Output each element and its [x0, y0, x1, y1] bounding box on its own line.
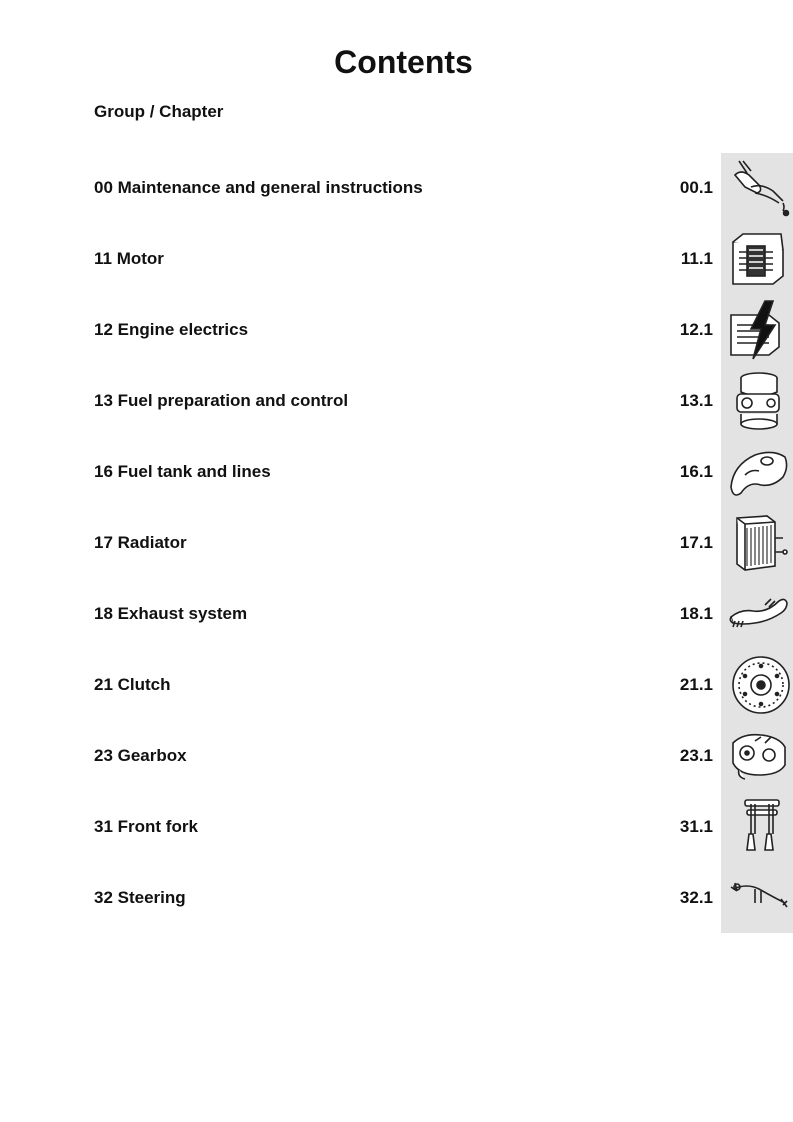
exhaust-icon: [725, 583, 791, 645]
chapter-page-number: 31.1: [679, 817, 713, 836]
table-of-contents: [0, 153, 793, 934]
engine-icon: [725, 228, 791, 290]
chapter-label: 23 Gearbox: [94, 746, 187, 765]
toc-row-13[interactable]: [0, 366, 793, 437]
radiator-icon: [725, 512, 791, 574]
chapter-page-number: 00.1: [679, 178, 713, 197]
throttle-body-icon: [725, 370, 791, 432]
toc-row-11[interactable]: [0, 224, 793, 295]
chapter-page-number: 17.1: [679, 533, 713, 552]
toc-row-32[interactable]: [0, 863, 793, 934]
toc-row-23[interactable]: [0, 721, 793, 792]
page-title: Contents: [334, 44, 473, 80]
chapter-page-number: 21.1: [679, 675, 713, 694]
chapter-page-number: 23.1: [679, 746, 713, 765]
toc-row-00[interactable]: [0, 153, 793, 224]
engine-electrics-icon: [725, 299, 791, 361]
toc-row-31[interactable]: [0, 792, 793, 863]
chapter-page-number: 18.1: [679, 604, 713, 623]
toc-row-21[interactable]: [0, 650, 793, 721]
chapter-label: 32 Steering: [94, 888, 186, 907]
chapter-page-number: 11.1: [680, 249, 713, 268]
chapter-label: 17 Radiator: [94, 533, 187, 552]
toc-row-18[interactable]: [0, 579, 793, 650]
chapter-page-number: 13.1: [679, 391, 713, 410]
front-fork-icon: [725, 796, 791, 858]
chapter-label: 31 Front fork: [94, 817, 198, 836]
chapter-page-number: 32.1: [679, 888, 713, 907]
chapter-label: 21 Clutch: [94, 675, 171, 694]
gearbox-icon: [725, 725, 791, 787]
toc-row-17[interactable]: [0, 508, 793, 579]
column-heading: Group / Chapter: [94, 102, 224, 121]
oil-can-icon: [725, 157, 791, 219]
fuel-tank-icon: [725, 441, 791, 503]
clutch-disc-icon: [725, 654, 791, 716]
toc-row-12[interactable]: [0, 295, 793, 366]
steering-icon: [725, 867, 791, 929]
chapter-label: 00 Maintenance and general instructions: [94, 178, 423, 197]
chapter-page-number: 12.1: [679, 320, 713, 339]
toc-row-16[interactable]: [0, 437, 793, 508]
chapter-label: 16 Fuel tank and lines: [94, 462, 271, 481]
chapter-label: 11 Motor: [94, 249, 164, 268]
chapter-label: 18 Exhaust system: [94, 604, 248, 623]
chapter-page-number: 16.1: [679, 462, 713, 481]
chapter-label: 13 Fuel preparation and control: [94, 391, 349, 410]
chapter-label: 12 Engine electrics: [94, 320, 249, 339]
